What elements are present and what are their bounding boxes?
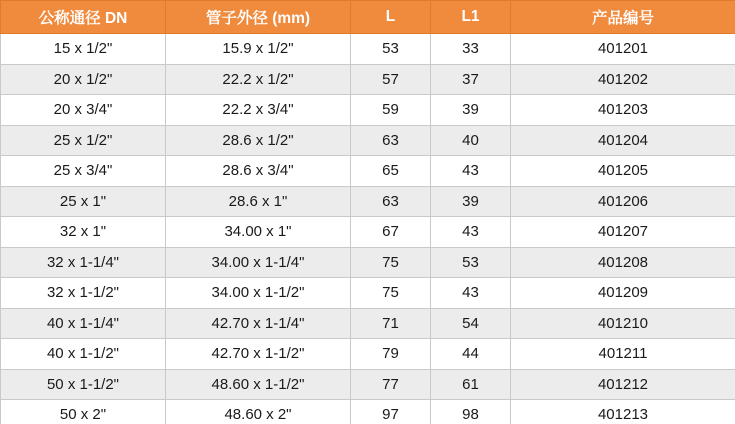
cell-product-code: 401211 bbox=[511, 339, 735, 370]
table-row bbox=[1, 64, 735, 95]
cell-outer-diameter: 34.00 x 1-1/4" bbox=[166, 247, 351, 278]
table-row bbox=[1, 95, 735, 126]
cell-dn: 25 x 1" bbox=[1, 186, 166, 217]
table-row bbox=[1, 156, 735, 187]
cell-outer-diameter: 15.9 x 1/2" bbox=[166, 34, 351, 65]
cell-outer-diameter: 28.6 x 3/4" bbox=[166, 156, 351, 187]
column-header-l: L bbox=[351, 1, 431, 34]
cell-product-code: 401209 bbox=[511, 278, 735, 309]
cell-outer-diameter: 28.6 x 1/2" bbox=[166, 125, 351, 156]
table-row bbox=[1, 186, 735, 217]
table-row bbox=[1, 247, 735, 278]
column-header-l1: L1 bbox=[431, 1, 511, 34]
cell-l: 75 bbox=[351, 278, 431, 309]
cell-product-code: 401207 bbox=[511, 217, 735, 248]
cell-product-code: 401213 bbox=[511, 400, 735, 424]
cell-l1: 43 bbox=[431, 217, 511, 248]
table-header-row bbox=[1, 1, 735, 34]
cell-outer-diameter: 42.70 x 1-1/4" bbox=[166, 308, 351, 339]
cell-l: 97 bbox=[351, 400, 431, 424]
table-row bbox=[1, 369, 735, 400]
cell-dn: 32 x 1-1/2" bbox=[1, 278, 166, 309]
cell-l: 67 bbox=[351, 217, 431, 248]
cell-product-code: 401212 bbox=[511, 369, 735, 400]
cell-outer-diameter: 48.60 x 1-1/2" bbox=[166, 369, 351, 400]
cell-l1: 43 bbox=[431, 156, 511, 187]
cell-product-code: 401203 bbox=[511, 95, 735, 126]
cell-product-code: 401210 bbox=[511, 308, 735, 339]
cell-l: 77 bbox=[351, 369, 431, 400]
table-row bbox=[1, 339, 735, 370]
cell-l1: 98 bbox=[431, 400, 511, 424]
cell-product-code: 401204 bbox=[511, 125, 735, 156]
cell-dn: 50 x 1-1/2" bbox=[1, 369, 166, 400]
cell-dn: 25 x 1/2" bbox=[1, 125, 166, 156]
cell-dn: 32 x 1" bbox=[1, 217, 166, 248]
cell-outer-diameter: 42.70 x 1-1/2" bbox=[166, 339, 351, 370]
cell-l1: 39 bbox=[431, 95, 511, 126]
cell-dn: 40 x 1-1/4" bbox=[1, 308, 166, 339]
cell-l1: 44 bbox=[431, 339, 511, 370]
cell-l: 79 bbox=[351, 339, 431, 370]
cell-l: 71 bbox=[351, 308, 431, 339]
cell-l: 63 bbox=[351, 186, 431, 217]
cell-l1: 39 bbox=[431, 186, 511, 217]
table-row bbox=[1, 278, 735, 309]
column-header-product-code: 产品编号 bbox=[511, 1, 735, 34]
table-row bbox=[1, 34, 735, 65]
cell-l1: 53 bbox=[431, 247, 511, 278]
cell-product-code: 401206 bbox=[511, 186, 735, 217]
cell-dn: 20 x 1/2" bbox=[1, 64, 166, 95]
cell-outer-diameter: 22.2 x 1/2" bbox=[166, 64, 351, 95]
cell-l: 57 bbox=[351, 64, 431, 95]
cell-outer-diameter: 22.2 x 3/4" bbox=[166, 95, 351, 126]
cell-dn: 50 x 2" bbox=[1, 400, 166, 424]
cell-l1: 61 bbox=[431, 369, 511, 400]
cell-l1: 43 bbox=[431, 278, 511, 309]
cell-dn: 25 x 3/4" bbox=[1, 156, 166, 187]
cell-dn: 32 x 1-1/4" bbox=[1, 247, 166, 278]
cell-l1: 54 bbox=[431, 308, 511, 339]
table-row bbox=[1, 308, 735, 339]
cell-product-code: 401208 bbox=[511, 247, 735, 278]
cell-l: 75 bbox=[351, 247, 431, 278]
cell-outer-diameter: 34.00 x 1-1/2" bbox=[166, 278, 351, 309]
cell-l: 63 bbox=[351, 125, 431, 156]
cell-outer-diameter: 48.60 x 2" bbox=[166, 400, 351, 424]
table-row bbox=[1, 217, 735, 248]
cell-dn: 40 x 1-1/2" bbox=[1, 339, 166, 370]
table-row bbox=[1, 400, 735, 424]
table-row bbox=[1, 125, 735, 156]
cell-l: 65 bbox=[351, 156, 431, 187]
column-header-dn: 公称通径 DN bbox=[1, 1, 166, 34]
cell-dn: 15 x 1/2" bbox=[1, 34, 166, 65]
column-header-outer-diameter: 管子外径 (mm) bbox=[166, 1, 351, 34]
cell-outer-diameter: 28.6 x 1" bbox=[166, 186, 351, 217]
cell-l1: 33 bbox=[431, 34, 511, 65]
table-header bbox=[1, 1, 735, 34]
cell-l1: 40 bbox=[431, 125, 511, 156]
cell-outer-diameter: 34.00 x 1" bbox=[166, 217, 351, 248]
cell-dn: 20 x 3/4" bbox=[1, 95, 166, 126]
cell-l: 59 bbox=[351, 95, 431, 126]
cell-product-code: 401201 bbox=[511, 34, 735, 65]
cell-product-code: 401202 bbox=[511, 64, 735, 95]
cell-l1: 37 bbox=[431, 64, 511, 95]
cell-l: 53 bbox=[351, 34, 431, 65]
table-body bbox=[1, 34, 735, 424]
cell-product-code: 401205 bbox=[511, 156, 735, 187]
